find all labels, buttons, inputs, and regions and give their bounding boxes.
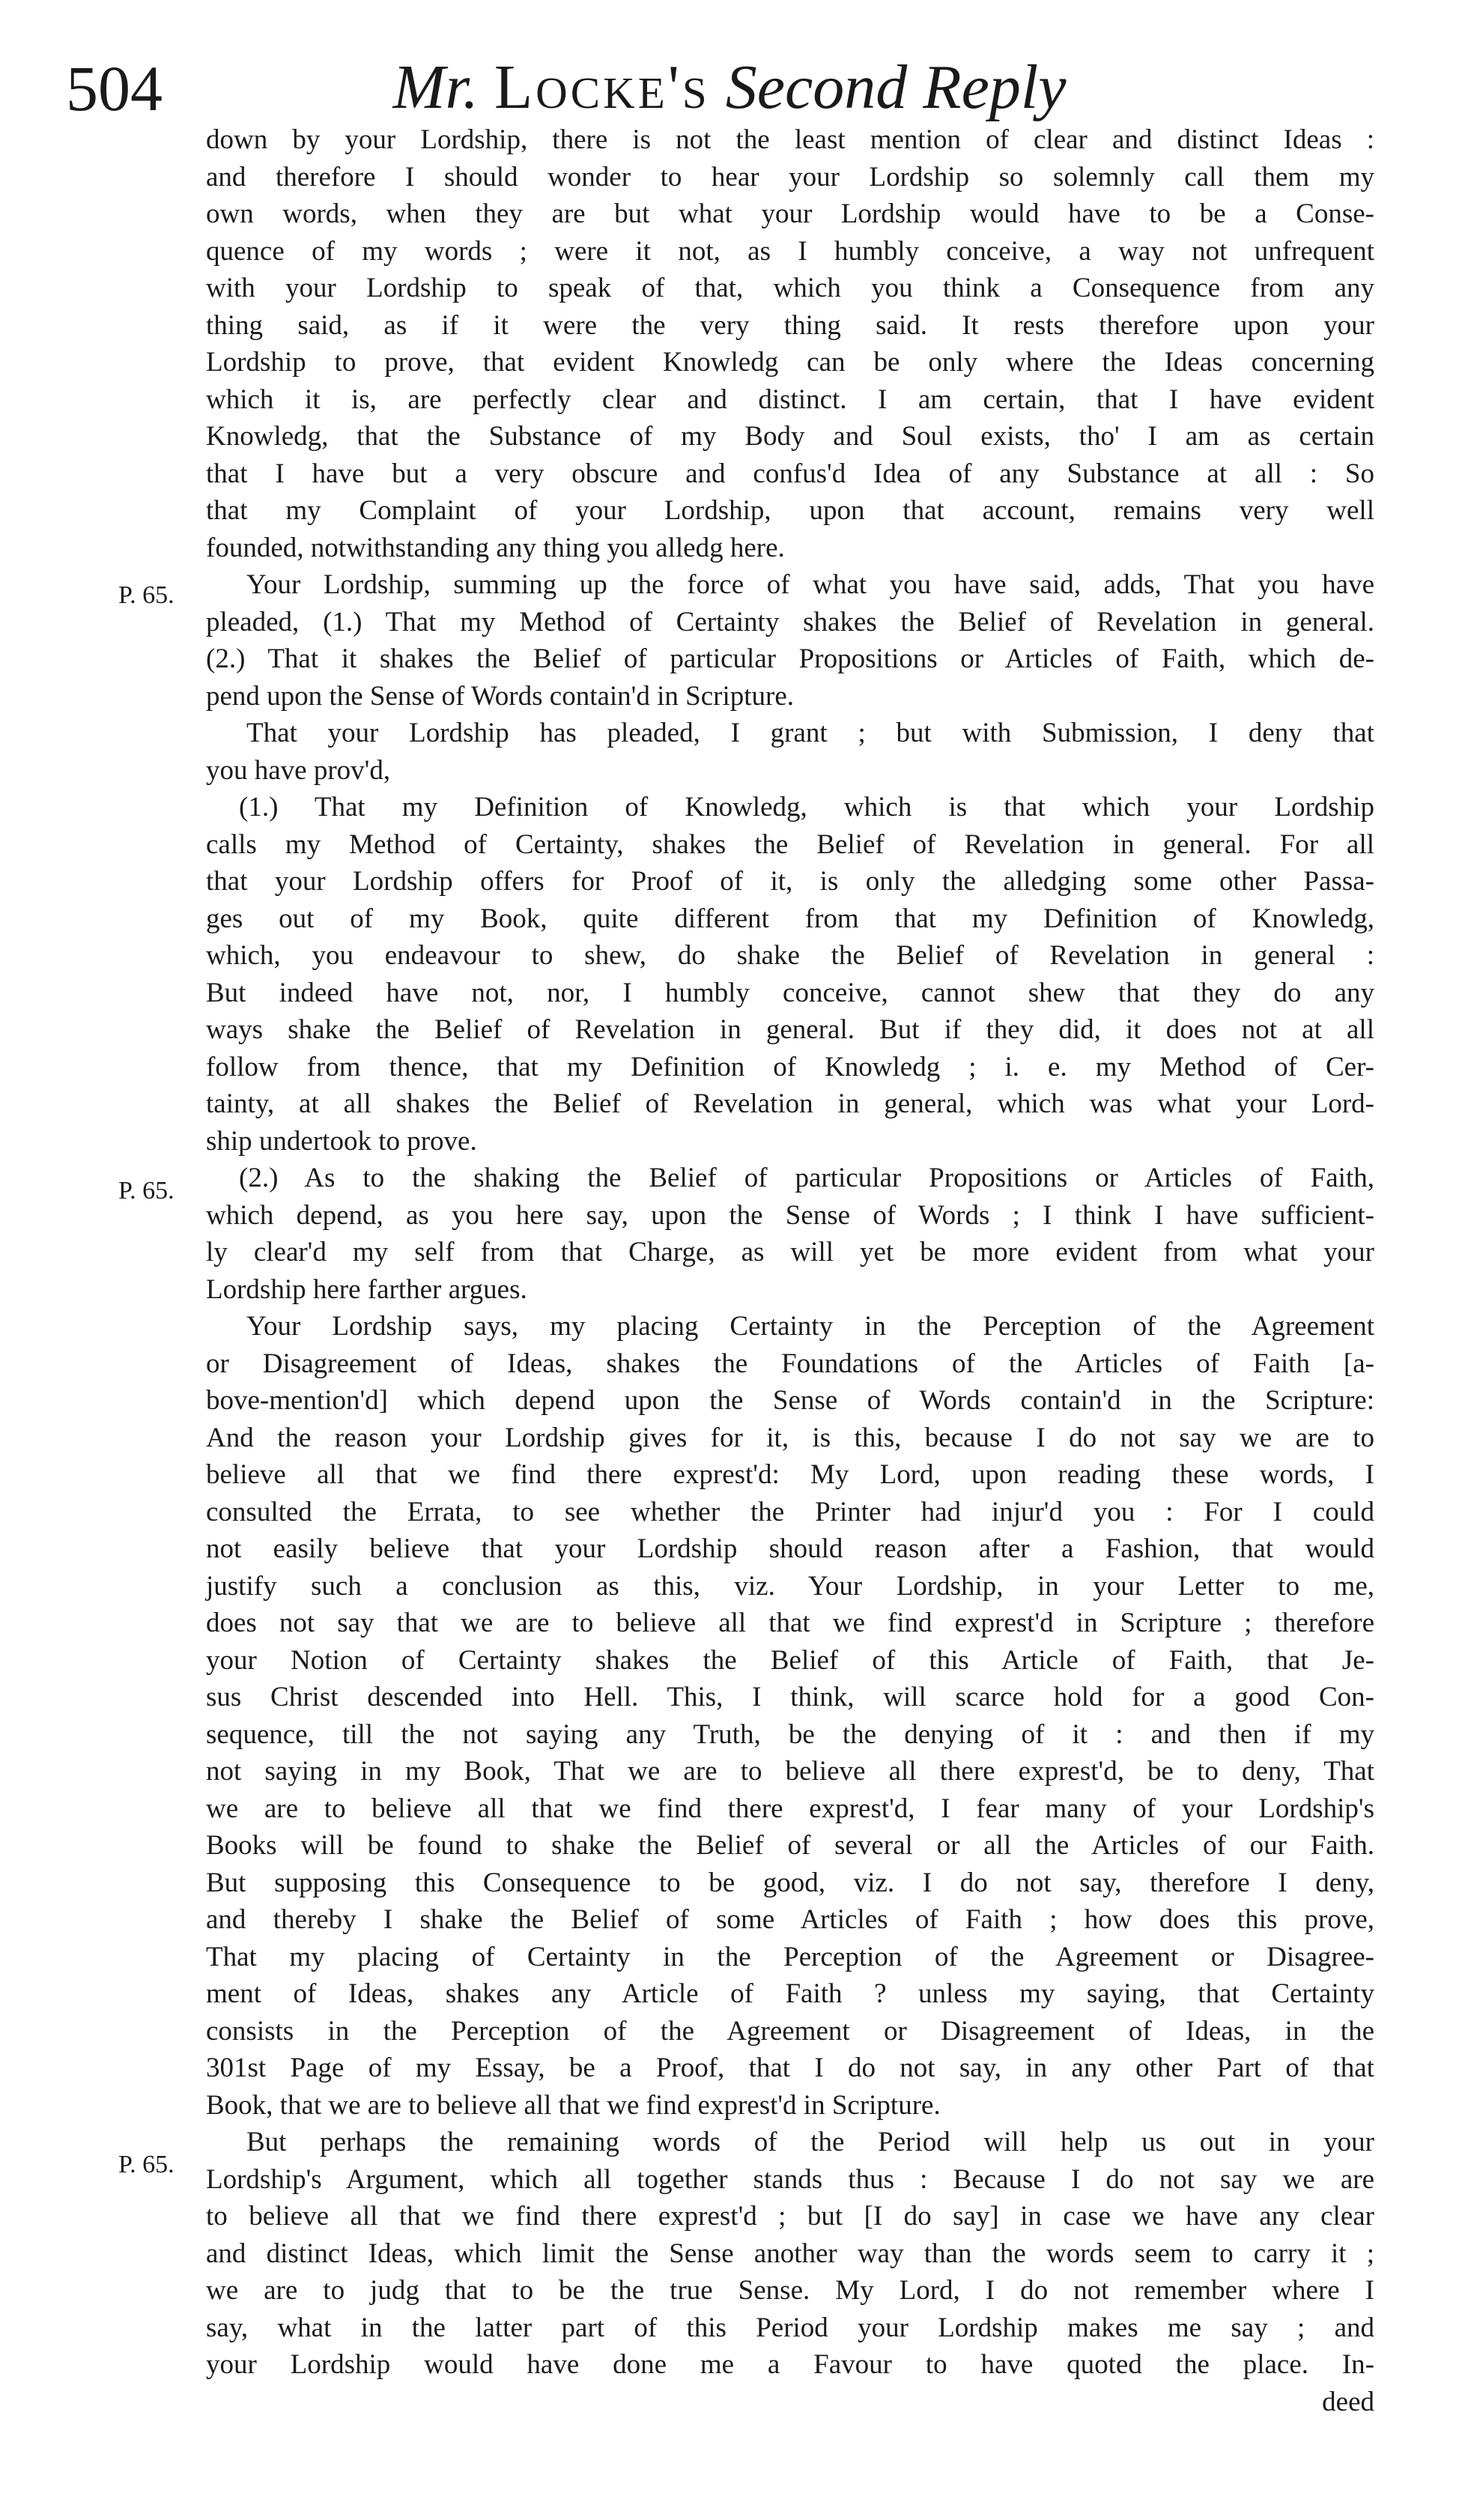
- text-line: But supposing this Consequence to be good, viz. I do not say, therefore I deny,: [206, 1867, 1374, 1898]
- running-head-name: Locke's: [494, 52, 710, 122]
- text-line: consists in the Perception of the Agreement or Disagreement of Ideas, in the: [206, 2015, 1374, 2047]
- margin-note: P. 65.: [118, 1177, 175, 1205]
- text-line: pend upon the Sense of Words contain'd in Scripture.: [206, 680, 795, 712]
- text-line: founded, notwithstanding any thing you alledg here.: [206, 532, 785, 563]
- text-line: and distinct Ideas, which limit the Sense another way than the words seem to carry it ;: [206, 2238, 1374, 2269]
- running-head: [0, 46, 1459, 129]
- text-line: But indeed have not, nor, I humbly conceive, cannot shew that they do any: [206, 977, 1374, 1008]
- text-line: Lordship to prove, that evident Knowledg can be only where the Ideas concerning: [206, 347, 1374, 378]
- text-line: consulted the Errata, to see whether the Printer had injur'd you : For I could: [206, 1496, 1374, 1527]
- text-line: quence of my words ; were it not, as I humbly conceive, a way not unfrequent: [206, 235, 1374, 267]
- text-line: that I have but a very obscure and confus'd Idea of any Substance at all : So: [206, 458, 1374, 489]
- text-line: And the reason your Lordship gives for it, is this, because I do not say we are to: [206, 1422, 1374, 1453]
- text-line: tainty, at all shakes the Belief of Revelation in general, which was what your Lord-: [206, 1088, 1374, 1119]
- text-line: Your Lordship says, my placing Certainty in the Perception of the Agreement: [246, 1311, 1374, 1342]
- running-head-suffix: Second Reply: [725, 52, 1067, 122]
- text-line: 301st Page of my Essay, be a Proof, that I do not say, in any other Part of that: [206, 2053, 1374, 2083]
- text-line: ges out of my Book, quite different from that my Definition of Knowledg,: [206, 903, 1374, 934]
- text-line: and thereby I shake the Belief of some Articles of Faith ; how does this prove,: [206, 1904, 1374, 1935]
- text-line: sus Christ descended into Hell. This, I think, will scarce hold for a good Con-: [206, 1682, 1374, 1712]
- text-line: (2.) As to the shaking the Belief of particular Propositions or Articles of Faith,: [239, 1163, 1374, 1193]
- text-line: Book, that we are to believe all that we find exprest'd in Scripture.: [206, 2089, 941, 2121]
- running-head-prefix: Mr.: [392, 52, 479, 122]
- text-line: we are to believe all that we find there exprest'd, I fear many of your Lordship's: [206, 1793, 1374, 1824]
- text-line: not easily believe that your Lordship should reason after a Fashion, that would: [206, 1533, 1374, 1564]
- text-line: ment of Ideas, shakes any Article of Faith ? unless my saying, that Certainty: [206, 1978, 1374, 2009]
- text-line: to believe all that we find there exprest'd ; but [I do say] in case we have any clear: [206, 2201, 1374, 2232]
- body-text: [206, 121, 1374, 2420]
- text-line: your Notion of Certainty shakes the Belief of this Article of Faith, that Je-: [206, 1644, 1374, 1676]
- text-line: that my Complaint of your Lordship, upon that account, remains very well: [206, 495, 1374, 526]
- text-line: Your Lordship, summing up the force of what you have said, adds, That you have: [246, 569, 1374, 600]
- text-line: does not say that we are to believe all that we find exprest'd in Scripture ; therefore: [206, 1608, 1374, 1638]
- text-line: thing said, as if it were the very thing said. It rests therefore upon your: [206, 309, 1374, 341]
- text-line: that your Lordship offers for Proof of it, is only the alledging some other Passa-: [206, 866, 1374, 897]
- text-line: we are to judg that to be the true Sense. My Lord, I do not remember where I: [206, 2275, 1374, 2306]
- page-number: 504: [66, 52, 163, 124]
- text-line: pleaded, (1.) That my Method of Certainty shakes the Belief of Revelation in general.: [206, 606, 1374, 637]
- text-line: But perhaps the remaining words of the Period will help us out in your: [246, 2127, 1374, 2157]
- text-line: That my placing of Certainty in the Perception of the Agreement or Disagree-: [206, 1941, 1374, 1972]
- text-line: sequence, till the not saying any Truth, be the denying of it : and then if my: [206, 1718, 1374, 1750]
- text-line: not saying in my Book, That we are to believe all there exprest'd, be to deny, That: [206, 1756, 1374, 1787]
- text-line: (1.) That my Definition of Knowledg, which is that which your Lordship: [239, 792, 1374, 823]
- text-line: believe all that we find there exprest'd: My Lord, upon reading these words, I: [206, 1459, 1374, 1490]
- text-line: bove-mention'd] which depend upon the Sense of Words contain'd in the Scripture:: [206, 1385, 1374, 1416]
- text-line: which depend, as you here say, upon the Sense of Words ; I think I have sufficient-: [206, 1199, 1374, 1231]
- text-line: calls my Method of Certainty, shakes the Belief of Revelation in general. For all: [206, 829, 1374, 860]
- text-line: justify such a conclusion as this, viz. Your Lordship, in your Letter to me,: [206, 1570, 1374, 1602]
- text-line: which, you endeavour to shew, do shake the Belief of Revelation in general :: [206, 940, 1374, 971]
- text-line: you have prov'd,: [206, 754, 391, 786]
- text-line: with your Lordship to speak of that, which you think a Consequence from any: [206, 273, 1374, 303]
- text-line: follow from thence, that my Definition of Knowledg ; i. e. my Method of Cer-: [206, 1051, 1374, 1082]
- page-header: [0, 37, 1459, 135]
- text-line: and therefore I should wonder to hear your Lordship so solemnly call them my: [206, 161, 1374, 193]
- text-line: ship undertook to prove.: [206, 1125, 477, 1157]
- text-line: or Disagreement of Ideas, shakes the Foundations of the Articles of Faith [a-: [206, 1348, 1374, 1379]
- margin-note: P. 65.: [118, 581, 175, 609]
- text-line: say, what in the latter part of this Period your Lordship makes me say ; and: [206, 2312, 1374, 2343]
- text-line: Lordship here farther argues.: [206, 1273, 527, 1305]
- text-line: Lordship's Argument, which all together stands thus : Because I do not say we are: [206, 2163, 1374, 2195]
- text-line: your Lordship would have done me a Favour to have quoted the place. In-: [206, 2349, 1374, 2380]
- text-line: (2.) That it shakes the Belief of particular Propositions or Articles of Faith, which de-: [206, 643, 1374, 674]
- text-line: down by your Lordship, there is not the least mention of clear and distinct Ideas :: [206, 124, 1374, 155]
- text-line: Knowledg, that the Substance of my Body and Soul exists, tho' I am as certain: [206, 421, 1374, 452]
- margin-note: P. 65.: [118, 2151, 175, 2178]
- text-line: which it is, are perfectly clear and distinct. I am certain, that I have evident: [206, 384, 1374, 415]
- text-line: Books will be found to shake the Belief of several or all the Articles of our Faith.: [206, 1830, 1374, 1861]
- text-line: own words, when they are but what your Lordship would have to be a Conse-: [206, 199, 1374, 229]
- catchword: deed: [1322, 2386, 1374, 2417]
- text-line: ly clear'd my self from that Charge, as will yet be more evident from what your: [206, 1237, 1374, 1267]
- text-line: That your Lordship has pleaded, I grant ; but with Submission, I deny that: [246, 718, 1374, 748]
- text-line: ways shake the Belief of Revelation in general. But if they did, it does not at all: [206, 1014, 1374, 1045]
